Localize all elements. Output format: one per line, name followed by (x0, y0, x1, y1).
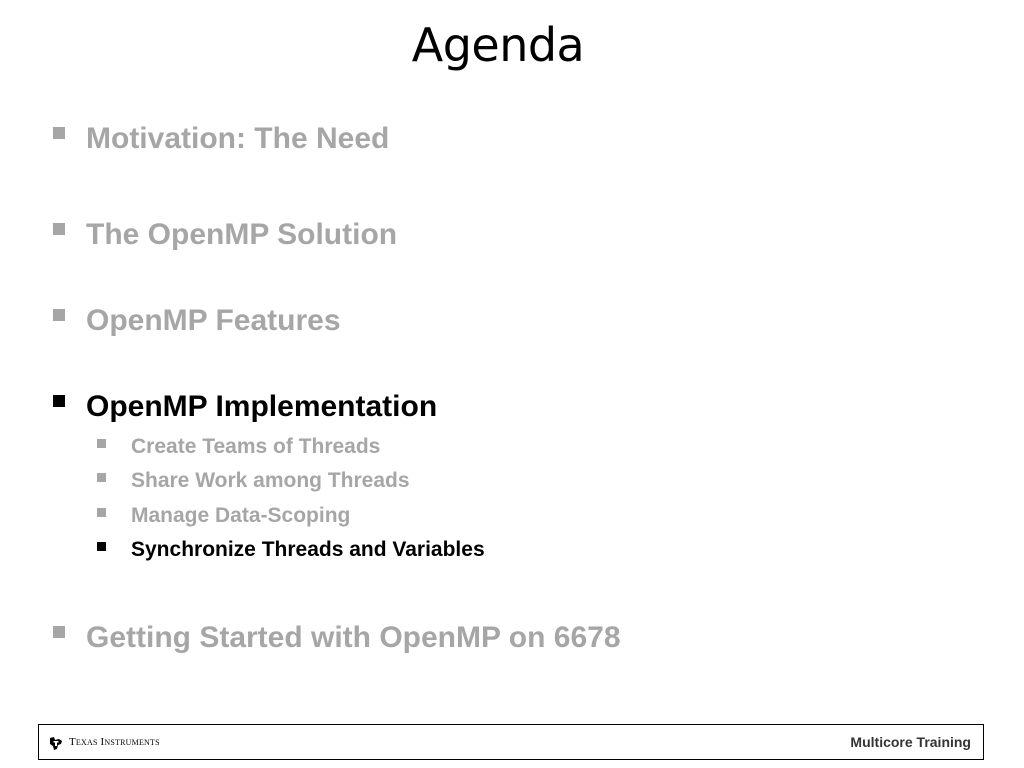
agenda-item-label: Getting Started with OpenMP on 6678 (86, 621, 621, 654)
square-bullet-icon (97, 542, 106, 551)
footer-course-title: Multicore Training (850, 734, 971, 750)
square-bullet-icon (53, 626, 65, 638)
agenda-item-label: OpenMP Features (86, 304, 341, 337)
slide-footer (38, 724, 984, 760)
square-bullet-icon (97, 439, 106, 448)
square-bullet-icon (53, 127, 65, 139)
agenda-subitem-label: Create Teams of Threads (131, 435, 381, 458)
agenda-subitem-label: Share Work among Threads (131, 469, 410, 492)
agenda-item-label: Motivation: The Need (86, 122, 390, 155)
square-bullet-icon (53, 395, 65, 407)
square-bullet-icon (53, 223, 65, 235)
agenda-subitem-label: Manage Data-Scoping (131, 504, 351, 527)
footer-logo-text: Texas Instruments (69, 736, 160, 748)
texas-instruments-logo-icon (48, 735, 64, 751)
agenda-item-label: The OpenMP Solution (86, 218, 398, 251)
slide-title: Agenda (411, 18, 585, 72)
square-bullet-icon (53, 309, 65, 321)
agenda-subitem-label: Synchronize Threads and Variables (131, 538, 485, 561)
agenda-item-label: OpenMP Implementation (86, 390, 438, 423)
square-bullet-icon (97, 508, 106, 517)
square-bullet-icon (97, 473, 106, 482)
